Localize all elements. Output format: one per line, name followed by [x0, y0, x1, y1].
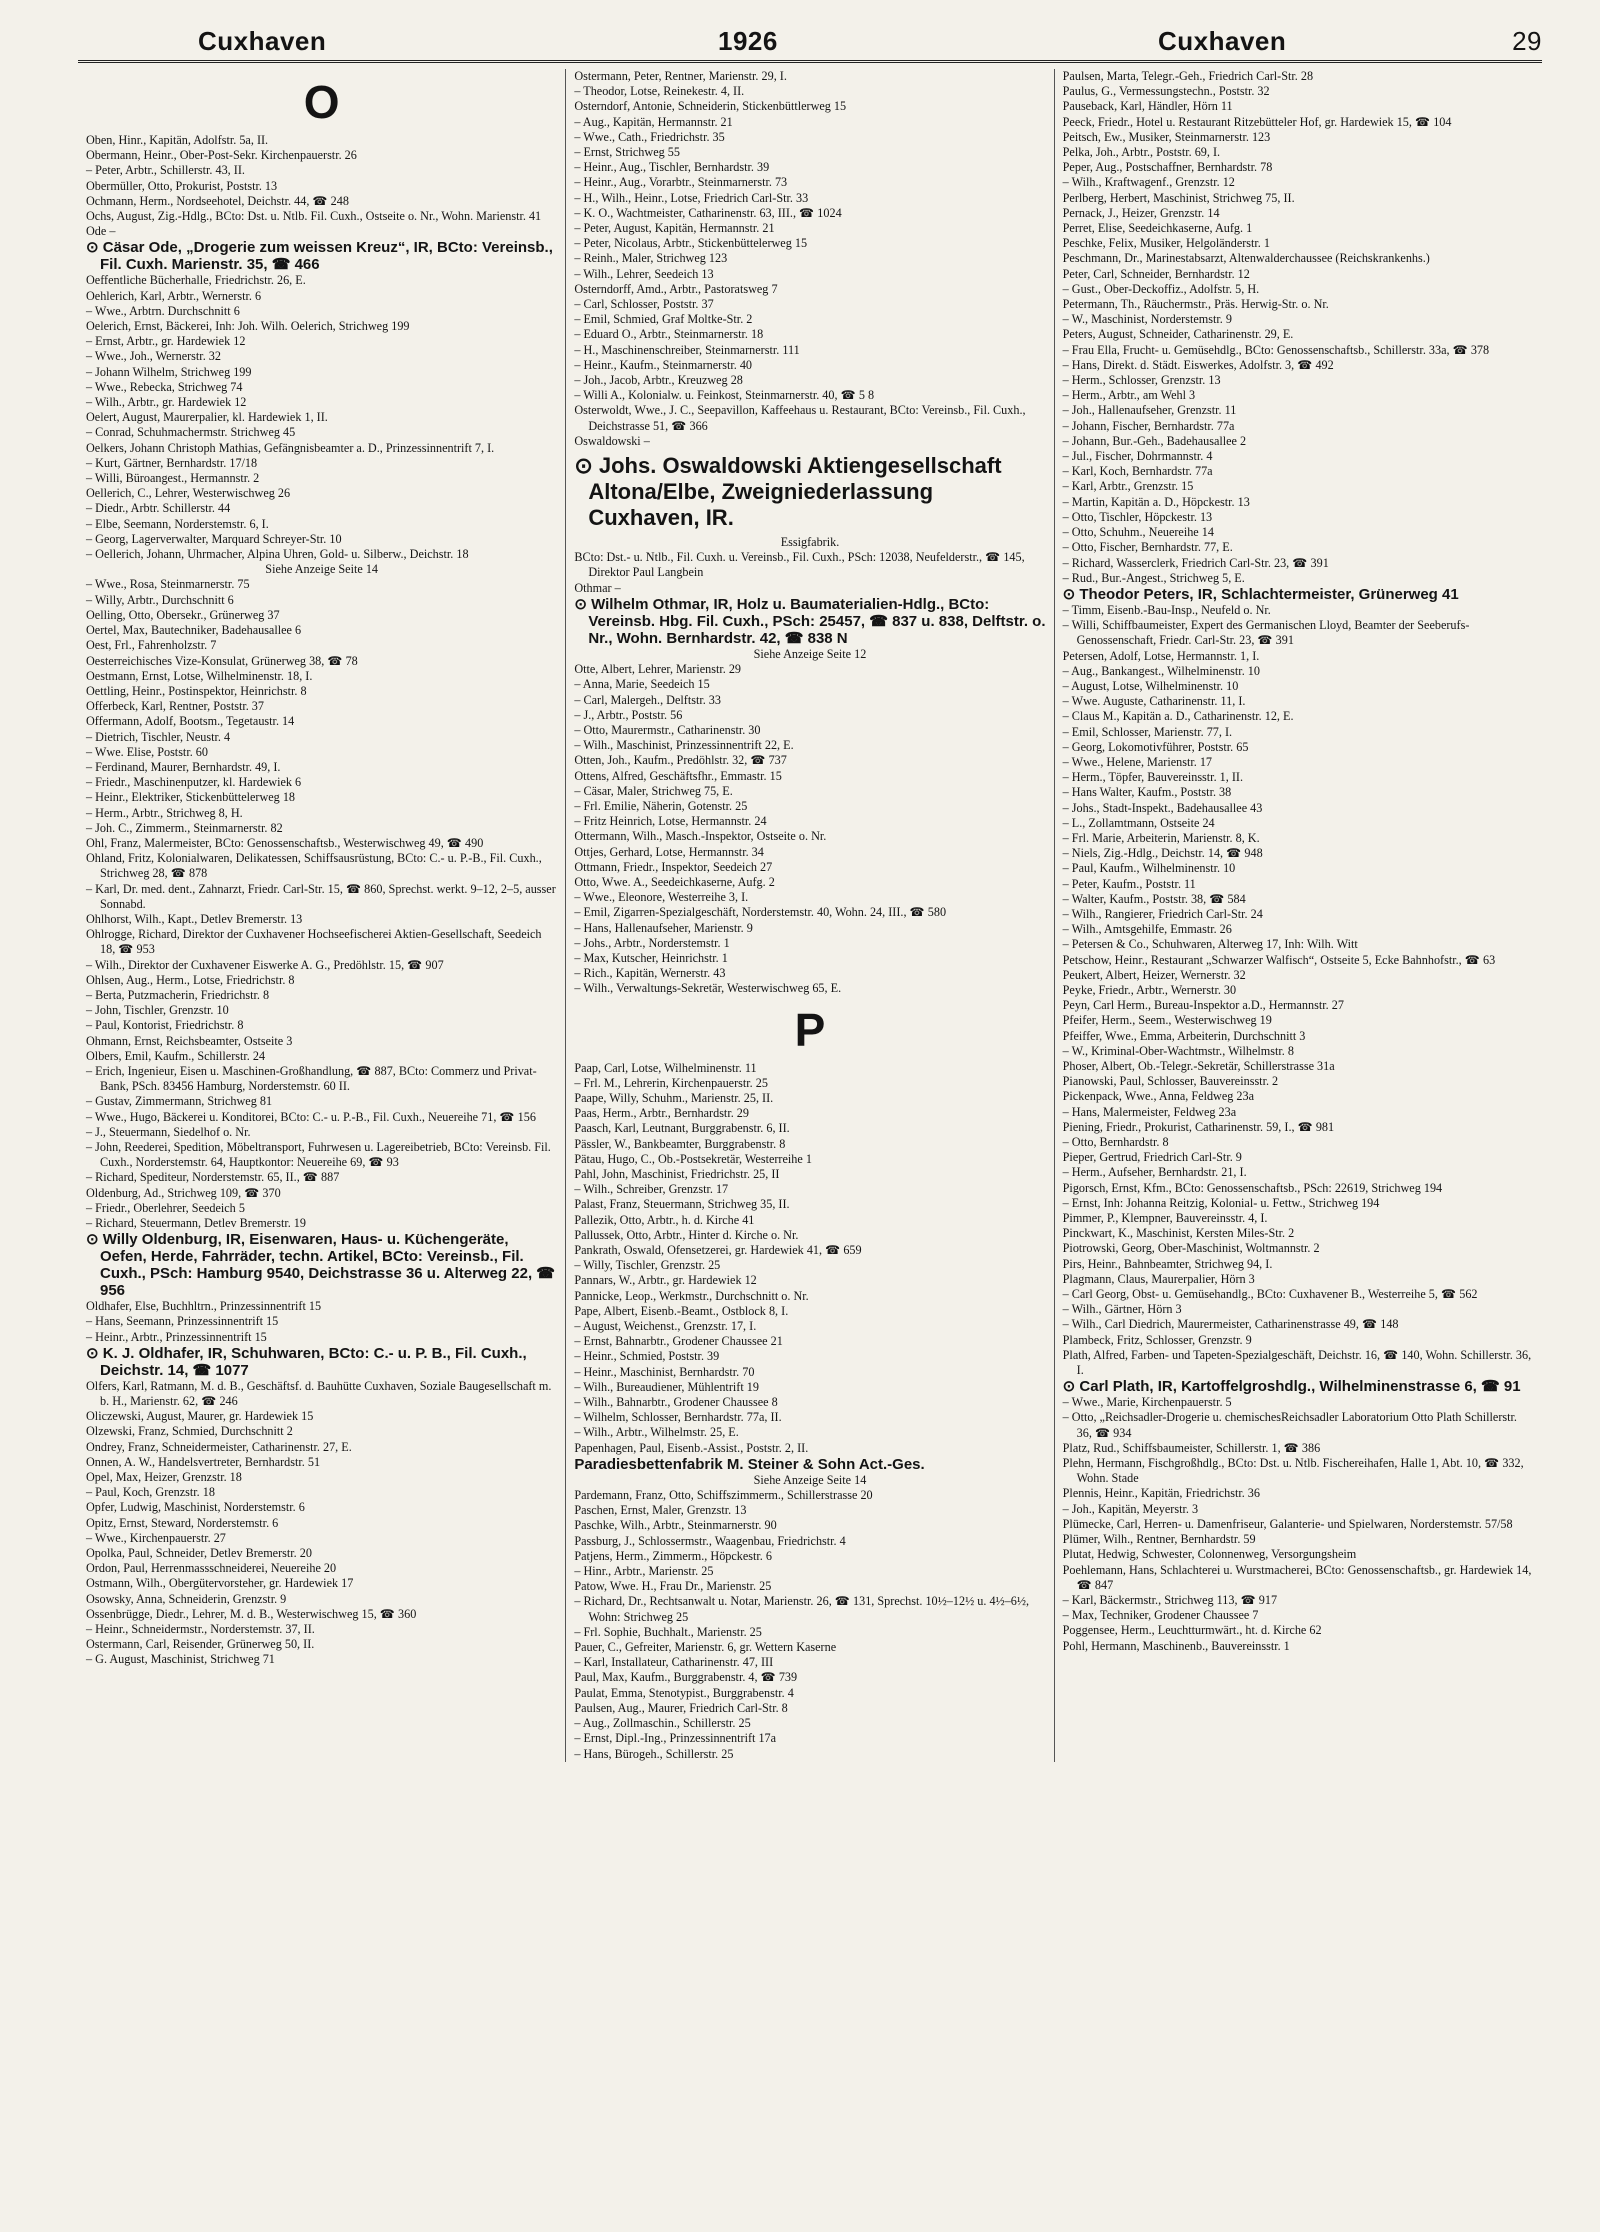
directory-entry: – Emil, Schmied, Graf Moltke-Str. 2 — [574, 312, 753, 327]
directory-entry: Otte, Albert, Lehrer, Marienstr. 29 — [574, 662, 742, 677]
directory-entry: – Wwe., Joh., Wernerstr. 32 — [86, 349, 221, 364]
directory-entry: Peyn, Carl Herm., Bureau-Inspektor a.D., Hermannstr. 27 — [1062, 998, 1344, 1013]
directory-entry: Peschmann, Dr., Marinestabsarzt, Altenwalderchaussee (Reichskrankenhs.) — [1062, 251, 1430, 266]
directory-entry: – Wilh., Direktor der Cuxhavener Eiswerke A. G., Predöhlstr. 15, ☎ 907 — [86, 957, 444, 972]
directory-entry: Passburg, J., Schlossermstr., Waagenbau, Friedrichstr. 4 — [574, 1533, 846, 1548]
directory-entry: – Otto, Schuhm., Neuereihe 14 — [1062, 525, 1214, 540]
directory-entry: – Wilh., Gärtner, Hörn 3 — [1062, 1302, 1182, 1317]
directory-entry: – Hans, Direkt. d. Städt. Eiswerkes, Adolfstr. 3, ☎ 492 — [1062, 357, 1334, 372]
directory-entry: BCto: Dst.- u. Ntlb., Fil. Cuxh. u. Vereinsb., Fil. Cuxh., PSch: 12038, Neufelderstr., ☎ 145, Direktor Paul Langbein — [574, 550, 1025, 580]
directory-entry: Pape, Albert, Eisenb.-Beamt., Ostblock 8, I. — [574, 1303, 789, 1318]
directory-entry: Oben, Hinr., Kapitän, Adolfstr. 5a, II. — [86, 133, 269, 147]
directory-entry: Pauer, C., Gefreiter, Marienstr. 6, gr. Wettern Kaserne — [574, 1640, 837, 1655]
directory-entry: Ohl, Franz, Malermeister, BCto: Genossenschaftsb., Westerwischweg 49, ☎ 490 — [86, 835, 484, 850]
directory-entry: Paschke, Wilh., Arbtr., Steinmarnerstr. 90 — [574, 1518, 777, 1533]
directory-entry: – Karl, Dr. med. dent., Zahnarzt, Friedr. Carl-Str. 15, ☎ 860, Sprechst. werkt. 9–12, 2–5, ausser Sonnabd. — [86, 881, 556, 911]
directory-entry: Plutat, Hedwig, Schwester, Colonnenweg, Versorgungsheim — [1062, 1547, 1357, 1562]
directory-entry: Pätau, Hugo, C., Ob.-Postsekretär, Westerreihe 1 — [574, 1151, 812, 1166]
page-header — [78, 26, 1542, 63]
directory-entry: Peukert, Albert, Heizer, Wernerstr. 32 — [1062, 967, 1246, 982]
directory-entry: – G. August, Maschinist, Strichweg 71 — [86, 1652, 275, 1667]
directory-entry: Petschow, Heinr., Restaurant „Schwarzer Walfisch“, Ostseite 5, Ecke Bahnhofstr., ☎ 63 — [1062, 952, 1496, 967]
directory-entry: – J., Steuermann, Siedelhof o. Nr. — [86, 1124, 251, 1139]
directory-entry: Peitsch, Ew., Musiker, Steinmarnerstr. 123 — [1062, 129, 1271, 144]
directory-entry: – Wilh., Bahnarbtr., Grodener Chaussee 8 — [574, 1395, 778, 1410]
directory-entry: – Wilh., Verwaltungs-Sekretär, Westerwischweg 65, E. — [574, 981, 842, 996]
directory-entry: Pimmer, P., Klempner, Bauvereinsstr. 4, I. — [1062, 1211, 1268, 1226]
directory-entry: – Willy, Arbtr., Durchschnitt 6 — [86, 592, 234, 607]
directory-entry: Pigorsch, Ernst, Kfm., BCto: Genossenschaftsb., PSch: 22619, Strichweg 194 — [1062, 1180, 1443, 1195]
directory-entry: – Herm., Schlosser, Grenzstr. 13 — [1062, 373, 1221, 388]
directory-entry: – Oellerich, Johann, Uhrmacher, Alpina Uhren, Gold- u. Silberw., Deichstr. 18 — [86, 547, 469, 562]
directory-entry: – K. O., Wachtmeister, Catharinenstr. 63, III., ☎ 1024 — [574, 205, 842, 220]
directory-entry: – Heinr., Elektriker, Stickenbüttelerweg 18 — [86, 790, 296, 805]
directory-entry: – Aug., Bankangest., Wilhelminenstr. 10 — [1062, 663, 1260, 678]
directory-entry: Pannars, W., Arbtr., gr. Hardewiek 12 — [574, 1273, 757, 1288]
directory-entry: Plambeck, Fritz, Schlosser, Grenzstr. 9 — [1062, 1332, 1252, 1347]
directory-entry: – Otto, Fischer, Bernhardstr. 77, E. — [1062, 540, 1233, 555]
directory-entry: – Johs., Stadt-Inspekt., Badehausallee 43 — [1062, 800, 1263, 815]
directory-entry: – Peter, Arbtr., Schillerstr. 43, II. — [86, 163, 245, 178]
directory-entry: – Frl. Emilie, Näherin, Gotenstr. 25 — [574, 798, 748, 813]
directory-entry: – Theodor, Lotse, Reinekestr. 4, II. — [574, 84, 745, 99]
directory-entry: Ohlsen, Aug., Herm., Lotse, Friedrichstr. 8 — [86, 972, 295, 987]
header-city-left: Cuxhaven — [198, 26, 327, 56]
directory-entry: Papenhagen, Paul, Eisenb.-Assist., Poststr. 2, II. — [574, 1440, 809, 1455]
directory-entry: – Johs., Arbtr., Norderstemstr. 1 — [574, 935, 730, 950]
directory-entry: Olzewski, Franz, Schmied, Durchschnitt 2 — [86, 1424, 293, 1439]
directory-entry: Ohmann, Ernst, Reichsbeamter, Ostseite 3 — [86, 1033, 293, 1048]
directory-entry: – Wwe., Marie, Kirchenpauerstr. 5 — [1062, 1395, 1232, 1410]
directory-entry: Pauseback, Karl, Händler, Hörn 11 — [1062, 99, 1233, 114]
advertisement-entry: ⊙ Theodor Peters, IR, Schlachtermeister, Grünerweg 41 — [1062, 585, 1459, 603]
page-number: 29 — [1512, 26, 1542, 56]
directory-entry: – Wilh., Maschinist, Prinzessinnentrift 22, E. — [574, 738, 794, 753]
directory-entry: Oelert, August, Maurerpalier, kl. Hardewiek 1, II. — [86, 410, 328, 425]
directory-entry: – Elbe, Seemann, Norderstemstr. 6, I. — [86, 516, 269, 531]
directory-entry: Paulsen, Marta, Telegr.-Geh., Friedrich Carl-Str. 28 — [1062, 69, 1314, 83]
directory-entry: – Richard, Wasserclerk, Friedrich Carl-Str. 23, ☎ 391 — [1062, 555, 1329, 570]
directory-entry: – August, Weichenst., Grenzstr. 17, I. — [574, 1319, 757, 1334]
directory-entry: Paasch, Karl, Leutnant, Burggrabenstr. 6, II. — [574, 1121, 790, 1136]
directory-entry: Ottjes, Gerhard, Lotse, Hermannstr. 34 — [574, 844, 764, 859]
directory-entry: – Wilh., Bureaudiener, Mühlentrift 19 — [574, 1379, 759, 1394]
directory-entry: Poggensee, Herm., Leuchtturmwärt., ht. d. Kirche 62 — [1062, 1623, 1322, 1638]
directory-entry: – W., Kriminal-Ober-Wachtmstr., Wilhelmstr. 8 — [1062, 1043, 1294, 1058]
column-1 — [78, 69, 566, 1762]
directory-entry: – Herm., Arbtr., Strichweg 8, H. — [86, 805, 243, 820]
directory-entry: – Georg, Lagerverwalter, Marquard Schreyer-Str. 10 — [86, 531, 342, 546]
directory-entry: – Wwe., Rebecka, Strichweg 74 — [86, 379, 243, 394]
directory-entry: Peter, Carl, Schneider, Bernhardstr. 12 — [1062, 266, 1250, 281]
section-letter: O — [303, 76, 340, 128]
directory-entry: – Otto, Maurermstr., Catharinenstr. 30 — [574, 722, 761, 737]
directory-entry: Oesterreichisches Vize-Konsulat, Grünerweg 38, ☎ 78 — [86, 653, 358, 668]
directory-entry: – Hans, Seemann, Prinzessinnentrift 15 — [86, 1314, 279, 1329]
advertisement-entry: ⊙ Carl Plath, IR, Kartoffelgroshdlg., Wilhelminenstrasse 6, ☎ 91 — [1062, 1378, 1521, 1396]
directory-entry: Ochmann, Herm., Nordseehotel, Deichstr. 44, ☎ 248 — [86, 193, 349, 208]
directory-entry: – Willi A., Kolonialw. u. Feinkost, Steinmarnerstr. 40, ☎ 5 8 — [574, 388, 875, 403]
directory-entry: Oettling, Heinr., Postinspektor, Heinrichstr. 8 — [86, 683, 307, 698]
directory-entry: – Kurt, Gärtner, Bernhardstr. 17/18 — [86, 455, 258, 470]
advertisement-entry: ⊙ Wilhelm Othmar, IR, Holz u. Baumaterialien-Hdlg., BCto: Vereinsb. Hbg. Fil. Cuxh., PSch: 25457, ☎ 837 u. 838, Delftstr. o. Nr., Wohn. Bernhardstr. 42, ☎ 838 N — [574, 595, 1046, 647]
directory-entry: – Erich, Ingenieur, Eisen u. Maschinen-Großhandlung, ☎ 887, BCto: Commerz und Privat-Bank, PSch. 83456 Hamburg, Norderstemstr. 60 II. — [86, 1063, 537, 1094]
directory-entry: Oliczewski, August, Maurer, gr. Hardewiek 15 — [86, 1409, 314, 1424]
directory-entry: – Claus M., Kapitän a. D., Catharinenstr. 12, E. — [1062, 709, 1294, 724]
directory-entry: Oertel, Max, Bautechniker, Badehausallee 6 — [86, 623, 302, 638]
directory-entry: Paulsen, Aug., Maurer, Friedrich Carl-Str. 8 — [574, 1700, 788, 1715]
directory-entry: – Richard, Spediteur, Norderstemstr. 65, II., ☎ 887 — [86, 1170, 340, 1185]
directory-entry: Plath, Alfred, Farben- und Tapeten-Spezialgeschäft, Deichstr. 16, ☎ 140, Wohn. Schillerstr. 36, I. — [1062, 1347, 1532, 1378]
directory-entry: – Paul, Kaufm., Wilhelminenstr. 10 — [1062, 861, 1236, 876]
advertisement-entry: ⊙ Johs. Oswaldowski Aktiengesellschaft Altona/Elbe, Zweigniederlassung Cuxhaven, IR. — [574, 453, 1002, 531]
directory-entry: – Ernst, Arbtr., gr. Hardewiek 12 — [86, 334, 246, 349]
directory-entry: – Ernst, Dipl.-Ing., Prinzessinnentrift 17a — [574, 1731, 777, 1746]
directory-entry: – Frl. M., Lehrerin, Kirchenpauerstr. 25 — [574, 1075, 768, 1090]
directory-entry: Ohlhorst, Wilh., Kapt., Detlev Bremerstr. 13 — [86, 911, 303, 926]
directory-entry: – Friedr., Maschinenputzer, kl. Hardewiek 6 — [86, 775, 302, 790]
section-letter: P — [794, 1003, 826, 1056]
directory-entry: Peschke, Felix, Musiker, Helgoländerstr. 1 — [1062, 236, 1270, 251]
directory-entry: Osterndorf, Antonie, Schneiderin, Stickenbüttlerweg 15 — [574, 99, 847, 114]
directory-entry: – Joh., Kapitän, Meyerstr. 3 — [1062, 1501, 1199, 1516]
directory-entry: Paulus, G., Vermessungstechn., Poststr. 32 — [1062, 84, 1270, 99]
directory-entry: – Cäsar, Maler, Strichweg 75, E. — [574, 783, 733, 798]
directory-entry: – Wwe., Eleonore, Westerreihe 3, I. — [574, 890, 749, 905]
directory-entry: Ottens, Alfred, Geschäftsfhr., Emmastr. 15 — [574, 768, 782, 783]
directory-entry: Essigfabrik. — [780, 535, 840, 550]
advertisement-entry: ⊙ Willy Oldenburg, IR, Eisenwaren, Haus- u. Küchengeräte, Oefen, Herde, Fahrräder, techn. Artikel, BCto: Vereinsb., Fil. Cuxh., PSch: Hamburg 9540, Deichstrasse 36 u. Alterweg 22, ☎ 956 — [86, 1231, 555, 1300]
directory-entry: – Paul, Koch, Grenzstr. 18 — [86, 1485, 215, 1500]
directory-entry: – Heinr., Schmied, Poststr. 39 — [574, 1349, 720, 1364]
directory-entry: – Emil, Schlosser, Marienstr. 77, I. — [1062, 724, 1233, 739]
directory-entry: Palast, Franz, Steuermann, Strichweg 35, II. — [574, 1197, 790, 1212]
directory-entry: Peeck, Friedr., Hotel u. Restaurant Ritzebütteler Hof, gr. Hardewiek 15, ☎ 104 — [1062, 114, 1452, 129]
directory-entry: Oelling, Otto, Obersekr., Grünerweg 37 — [86, 607, 280, 622]
directory-entry: – Hinr., Arbtr., Marienstr. 25 — [574, 1564, 714, 1579]
directory-entry: – L., Zollamtmann, Ostseite 24 — [1062, 815, 1215, 830]
directory-entry: – John, Tischler, Grenzstr. 10 — [86, 1003, 229, 1018]
directory-entry: Pickenpack, Wwe., Anna, Feldweg 23a — [1062, 1089, 1254, 1104]
directory-entry: Peyke, Friedr., Arbtr., Wernerstr. 30 — [1062, 982, 1237, 997]
directory-entry: – Rich., Kapitän, Wernerstr. 43 — [574, 966, 726, 981]
directory-entry: – H., Maschinenschreiber, Steinmarnerstr. 111 — [574, 342, 800, 357]
directory-entry: – Wilh., Arbtr., gr. Hardewiek 12 — [86, 395, 247, 410]
directory-entry: – Eduard O., Arbtr., Steinmarnerstr. 18 — [574, 327, 764, 342]
directory-entry: – Heinr., Schneidermstr., Norderstemstr. 37, II. — [86, 1622, 315, 1637]
directory-entry: Ondrey, Franz, Schneidermeister, Catharinenstr. 27, E. — [86, 1439, 352, 1454]
directory-entry: – Carl, Schlosser, Poststr. 37 — [574, 297, 714, 312]
directory-entry: Ostermann, Carl, Reisender, Grünerweg 50, II. — [86, 1637, 315, 1652]
directory-entry: Opitz, Ernst, Steward, Norderstemstr. 6 — [86, 1515, 279, 1530]
directory-entry: – Hans, Bürogeh., Schillerstr. 25 — [574, 1746, 734, 1761]
directory-entry: – Aug., Kapitän, Hermannstr. 21 — [574, 114, 733, 129]
directory-entry: Osowsky, Anna, Schneiderin, Grenzstr. 9 — [86, 1591, 287, 1606]
directory-entry: – Berta, Putzmacherin, Friedrichstr. 8 — [86, 987, 270, 1002]
directory-entry: Onnen, A. W., Handelsvertreter, Bernhardstr. 51 — [86, 1454, 321, 1469]
directory-entry: – Joh., Hallenaufseher, Grenzstr. 11 — [1062, 403, 1237, 418]
directory-entry: – Heinr., Kaufm., Steinmarnerstr. 40 — [574, 357, 753, 372]
directory-entry: – Herm., Aufseher, Bernhardstr. 21, I. — [1062, 1165, 1247, 1180]
directory-entry: – Wwe., Arbtrn. Durchschnitt 6 — [86, 303, 240, 318]
directory-entry: Oldenburg, Ad., Strichweg 109, ☎ 370 — [86, 1185, 281, 1200]
directory-entry: – Friedr., Oberlehrer, Seedeich 5 — [86, 1200, 245, 1215]
directory-entry: – Hans, Hallenaufseher, Marienstr. 9 — [574, 920, 753, 935]
directory-entry: – Peter, Nicolaus, Arbtr., Stickenbüttelerweg 15 — [574, 236, 808, 251]
directory-entry: Plehn, Hermann, Fischgroßhdlg., BCto: Dst. u. Ntlb. Fischereihafen, Halle 1, Abt. 10, ☎ 332, Wohn. Stade — [1062, 1456, 1524, 1486]
directory-entry: – Heinr., Maschinist, Bernhardstr. 70 — [574, 1364, 755, 1379]
directory-entry: – Wwe., Hugo, Bäckerei u. Konditorei, BCto: C.- u. P.-B., Fil. Cuxh., Neuereihe 71, ☎ 156 — [86, 1109, 536, 1124]
directory-entry: Oswaldowski – — [574, 433, 650, 448]
directory-entry: Pardemann, Franz, Otto, Schiffszimmerm., Schillerstrasse 20 — [574, 1488, 873, 1503]
directory-entry: – Rud., Bur.-Angest., Strichweg 5, E. — [1062, 570, 1245, 585]
directory-entry: Oelkers, Johann Christoph Mathias, Gefängnisbeamter a. D., Prinzessinnentrift 7, I. — [86, 440, 495, 455]
directory-entry: Plümecke, Carl, Herren- u. Damenfriseur, Galanterie- und Spielwaren, Norderstemstr. 57/58 — [1062, 1516, 1513, 1531]
directory-entry: – Karl, Koch, Bernhardstr. 77a — [1062, 464, 1213, 479]
directory-entry: Otto, Wwe. A., Seedeichkaserne, Aufg. 2 — [574, 874, 775, 889]
directory-entry: – Karl, Bäckermstr., Strichweg 113, ☎ 917 — [1062, 1592, 1278, 1607]
directory-entry: Siehe Anzeige Seite 12 — [753, 646, 867, 661]
directory-entry: Pannicke, Leop., Werkmstr., Durchschnitt o. Nr. — [574, 1288, 809, 1303]
directory-entry: Siehe Anzeige Seite 14 — [753, 1472, 867, 1487]
directory-entry: – Carl Georg, Obst- u. Gemüsehandlg., BCto: Cuxhavener B., Westerreihe 5, ☎ 562 — [1062, 1287, 1478, 1302]
directory-entry: – Paul, Kontorist, Friedrichstr. 8 — [86, 1018, 244, 1033]
directory-entry: Pernack, J., Heizer, Grenzstr. 14 — [1062, 205, 1220, 220]
column-2 — [566, 69, 1054, 1762]
directory-entry: Ochs, August, Zig.-Hdlg., BCto: Dst. u. Ntlb. Fil. Cuxh., Ostseite o. Nr., Wohn. Marienstr. 41 — [86, 209, 542, 224]
directory-entry: Oeffentliche Bücherhalle, Friedrichstr. 26, E. — [86, 273, 306, 288]
directory-entry: Piening, Friedr., Prokurist, Catharinenstr. 59, I., ☎ 981 — [1062, 1119, 1335, 1134]
advertisement-entry: ⊙ Cäsar Ode, „Drogerie zum weissen Kreuz“, IR, BCto: Vereinsb., Fil. Cuxh. Marienstr. 35, ☎ 466 — [86, 239, 553, 274]
directory-entry: Ohland, Fritz, Kolonialwaren, Delikatessen, Schiffsausrüstung, BCto: C.- u. P.-B., Fil. Cuxh., Strichweg 28, ☎ 878 — [86, 851, 542, 881]
directory-entry: – August, Lotse, Wilhelminenstr. 10 — [1062, 678, 1239, 693]
directory-entry: – Niels, Zig.-Hdlg., Deichstr. 14, ☎ 948 — [1062, 846, 1263, 861]
directory-entry: Pallezik, Otto, Arbtr., h. d. Kirche 41 — [574, 1212, 755, 1227]
directory-entry: – Wwe., Rosa, Steinmarnerstr. 75 — [86, 577, 250, 592]
directory-entry: – Wilhelm, Schlosser, Bernhardstr. 77a, II. — [574, 1410, 782, 1425]
directory-entry: Phoser, Albert, Ob.-Telegr.-Sekretär, Schillerstrasse 31a — [1062, 1059, 1335, 1073]
directory-entry: Paschen, Ernst, Maler, Grenzstr. 13 — [574, 1503, 747, 1518]
directory-entry: Offermann, Adolf, Bootsm., Tegetaustr. 14 — [86, 714, 295, 729]
directory-entry: – Wwe., Cath., Friedrichstr. 35 — [574, 129, 725, 144]
directory-entry: Ordon, Paul, Herrenmassschneiderei, Neuereihe 20 — [86, 1561, 337, 1576]
directory-entry: – Wilh., Arbtr., Wilhelmstr. 25, E. — [574, 1425, 739, 1440]
directory-entry: Opfer, Ludwig, Maschinist, Norderstemstr. 6 — [86, 1500, 305, 1515]
directory-entry: – Aug., Zollmaschin., Schillerstr. 25 — [574, 1716, 751, 1731]
directory-entry: – Karl, Installateur, Catharinenstr. 47, III — [574, 1655, 774, 1670]
directory-entry: – Otto, „Reichsadler-Drogerie u. chemischesReichsadler Laboratorium Otto Plath Schillerstr. 36, ☎ 934 — [1062, 1410, 1517, 1440]
directory-entry: Ostermann, Peter, Rentner, Marienstr. 29, I. — [574, 69, 787, 83]
directory-entry: – Peter, August, Kapitän, Hermannstr. 21 — [574, 221, 775, 236]
directory-entry: Paape, Willy, Schuhm., Marienstr. 25, II. — [574, 1090, 774, 1105]
directory-entry: Piotrowski, Georg, Ober-Maschinist, Woltmannstr. 2 — [1062, 1241, 1320, 1256]
directory-entry: Opolka, Paul, Schneider, Detlev Bremerstr. 20 — [86, 1546, 312, 1561]
directory-entry: Pfeifer, Herm., Seem., Westerwischweg 19 — [1062, 1013, 1272, 1028]
directory-entry: – H., Wilh., Heinr., Lotse, Friedrich Carl-Str. 33 — [574, 190, 809, 205]
directory-entry: Oelerich, Ernst, Bäckerei, Inh: Joh. Wilh. Oelerich, Strichweg 199 — [86, 319, 410, 334]
directory-entry: Paul, Max, Kaufm., Burggrabenstr. 4, ☎ 739 — [574, 1670, 798, 1685]
directory-entry: – Frl. Marie, Arbeiterin, Marienstr. 8, K. — [1062, 830, 1260, 845]
directory-entry: – Wwe. Auguste, Catharinenstr. 11, I. — [1062, 694, 1246, 709]
directory-entry: – Johann Wilhelm, Strichweg 199 — [86, 364, 252, 379]
directory-entry: Petermann, Th., Räuchermstr., Präs. Herwig-Str. o. Nr. — [1062, 297, 1329, 312]
directory-entry: Pallussek, Otto, Arbtr., Hinter d. Kirche o. Nr. — [574, 1227, 799, 1242]
directory-entry: – Herm., Töpfer, Bauvereinsstr. 1, II. — [1062, 770, 1244, 785]
directory-entry: – Richard, Steuermann, Detlev Bremerstr. 19 — [86, 1216, 306, 1231]
directory-entry: Oestmann, Ernst, Lotse, Wilhelminenstr. 18, I. — [86, 668, 313, 683]
directory-entry: Paulat, Emma, Stenotypist., Burggrabenstr. 4 — [574, 1685, 794, 1700]
directory-entry: – Conrad, Schuhmachermstr. Strichweg 45 — [86, 425, 296, 440]
directory-entry: – Petersen & Co., Schuhwaren, Alterweg 17, Inh: Wilh. Witt — [1062, 937, 1358, 952]
directory-entry: – Otto, Tischler, Höpckestr. 13 — [1062, 509, 1213, 524]
directory-entry: Pelka, Joh., Arbtr., Poststr. 69, I. — [1062, 145, 1221, 160]
directory-entry: Perlberg, Herbert, Maschinist, Strichweg 75, II. — [1062, 190, 1295, 205]
directory-entry: Peper, Aug., Postschaffner, Bernhardstr. 78 — [1062, 160, 1273, 175]
directory-entry: Paas, Herm., Arbtr., Bernhardstr. 29 — [574, 1106, 749, 1121]
directory-entry: Pieper, Gertrud, Friedrich Carl-Str. 9 — [1062, 1150, 1242, 1165]
directory-entry: – Diedr., Arbtr. Schillerstr. 44 — [86, 501, 231, 516]
directory-entry: – Martin, Kapitän a. D., Höpckestr. 13 — [1062, 494, 1250, 509]
directory-entry: Pinckwart, K., Maschinist, Kersten Miles-Str. 2 — [1062, 1226, 1295, 1241]
directory-entry: Pohl, Hermann, Maschinenb., Bauvereinsstr. 1 — [1062, 1638, 1290, 1653]
directory-entry: Poehlemann, Hans, Schlachterei u. Wurstmacherei, BCto: Genossenschaftsb., gr. Hardewiek 14, ☎ 847 — [1062, 1562, 1532, 1592]
directory-entry: Ode – — [86, 224, 116, 239]
directory-entry: Pankrath, Oswald, Ofensetzerei, gr. Hardewiek 41, ☎ 659 — [574, 1243, 862, 1257]
advertisement-entry: ⊙ K. J. Oldhafer, IR, Schuhwaren, BCto: C.- u. P. B., Fil. Cuxh., Deichstr. 14, ☎ 1077 — [86, 1344, 527, 1379]
directory-entry: – Peter, Kaufm., Poststr. 11 — [1062, 876, 1196, 891]
directory-entry: – Frl. Sophie, Buchhalt., Marienstr. 25 — [574, 1624, 762, 1639]
directory-entry: Oldhafer, Else, Buchhltrn., Prinzessinnentrift 15 — [86, 1299, 322, 1314]
directory-entry: – Wilh., Rangierer, Friedrich Carl-Str. 24 — [1062, 906, 1263, 921]
directory-entry: Oellerich, C., Lehrer, Westerwischweg 26 — [86, 486, 291, 501]
directory-entry: Pahl, John, Maschinist, Friedrichstr. 25, II — [574, 1166, 780, 1181]
directory-entry: Ottmann, Friedr., Inspektor, Seedeich 27 — [574, 859, 773, 874]
header-year: 1926 — [718, 26, 778, 56]
directory-entry: Oehlerich, Karl, Arbtr., Wernerstr. 6 — [86, 288, 262, 303]
directory-entry: Patjens, Herm., Zimmerm., Höpckestr. 6 — [574, 1548, 772, 1563]
directory-entry: – J., Arbtr., Poststr. 56 — [574, 707, 683, 722]
directory-entry: Platz, Rud., Schiffsbaumeister, Schillerstr. 1, ☎ 386 — [1062, 1440, 1321, 1455]
directory-entry: – Willy, Tischler, Grenzstr. 25 — [574, 1258, 721, 1273]
directory-entry: – Hans, Malermeister, Feldweg 23a — [1062, 1104, 1237, 1119]
directory-entry: Pässler, W., Bankbeamter, Burggrabenstr. 8 — [574, 1136, 786, 1151]
directory-entry: Plagmann, Claus, Maurerpalier, Hörn 3 — [1062, 1271, 1255, 1286]
directory-entry: – Anna, Marie, Seedeich 15 — [574, 677, 710, 692]
directory-entry: Ostmann, Wilh., Obergütervorsteher, gr. Hardewiek 17 — [86, 1576, 354, 1591]
directory-entry: – Georg, Lokomotivführer, Poststr. 65 — [1062, 739, 1249, 754]
directory-entry: – Carl, Malergeh., Delftstr. 33 — [574, 692, 721, 707]
directory-entry: Patow, Wwe. H., Frau Dr., Marienstr. 25 — [574, 1579, 772, 1594]
directory-columns — [78, 69, 1542, 1762]
directory-entry: Otten, Joh., Kaufm., Predöhlstr. 32, ☎ 737 — [574, 753, 787, 768]
directory-entry: – Gust., Ober-Deckoffiz., Adolfstr. 5, H. — [1062, 281, 1260, 296]
directory-entry: – Heinr., Aug., Vorarbtr., Steinmarnerstr. 73 — [574, 175, 788, 190]
directory-entry: Olfers, Karl, Ratmann, M. d. B., Geschäftsf. d. Bauhütte Cuxhaven, Soziale Baugesellschaft m. b. H., Marienstr. 62, ☎ 246 — [86, 1378, 552, 1409]
directory-entry: Plümer, Wilh., Rentner, Bernhardstr. 59 — [1062, 1532, 1256, 1547]
directory-entry: Ossenbrügge, Diedr., Lehrer, M. d. B., Westerwischweg 15, ☎ 360 — [86, 1606, 417, 1621]
directory-entry: Ohlrogge, Richard, Direktor der Cuxhavener Hochseefischerei Aktien-Gesellschaft, Seedeich 18, ☎ 953 — [86, 927, 542, 957]
directory-entry: – Johann, Fischer, Bernhardstr. 77a — [1062, 418, 1235, 433]
directory-entry: – Ernst, Strichweg 55 — [574, 145, 680, 160]
directory-entry: – Wwe., Helene, Marienstr. 17 — [1062, 754, 1213, 769]
directory-entry: – Fritz Heinrich, Lotse, Hermannstr. 24 — [574, 814, 767, 829]
directory-entry: Plennis, Heinr., Kapitän, Friedrichstr. 36 — [1062, 1486, 1260, 1501]
directory-entry: – Willi, Büroangest., Hermannstr. 2 — [86, 471, 260, 486]
directory-entry: Obermann, Heinr., Ober-Post-Sekr. Kirchenpauerstr. 26 — [86, 148, 357, 163]
directory-entry: – Ernst, Inh: Johanna Reitzig, Kolonial- u. Fettw., Strichweg 194 — [1062, 1195, 1380, 1210]
directory-entry: Pianowski, Paul, Schlosser, Bauvereinsstr. 2 — [1062, 1074, 1279, 1089]
directory-entry: – John, Reederei, Spedition, Möbeltransport, Fuhrwesen u. Lagereibetrieb, BCto: Vereinsb. Fil. Cuxh., Norderstemstr. 64, Hauptkontor: Neuereihe 69, ☎ 93 — [86, 1140, 551, 1170]
directory-entry: Peters, August, Schneider, Catharinenstr. 29, E. — [1062, 327, 1294, 342]
directory-entry: – Emil, Zigarren-Spezialgeschäft, Norderstemstr. 40, Wohn. 24, III., ☎ 580 — [574, 905, 947, 920]
directory-entry: Perret, Elise, Seedeichkaserne, Aufg. 1 — [1062, 221, 1253, 236]
directory-entry: – Joh. C., Zimmerm., Steinmarnerstr. 82 — [86, 820, 283, 835]
directory-entry: – Johann, Bur.-Geh., Badehausallee 2 — [1062, 433, 1247, 448]
directory-entry: Obermüller, Otto, Prokurist, Poststr. 13 — [86, 178, 278, 193]
directory-entry: Osterwoldt, Wwe., J. C., Seepavillon, Kaffeehaus u. Restaurant, BCto: Vereinsb., Fil. Cuxh., Deichstrasse 51, ☎ 366 — [574, 403, 1026, 433]
directory-entry: Siehe Anzeige Seite 14 — [265, 562, 379, 577]
directory-entry: – Ferdinand, Maurer, Bernhardstr. 49, I. — [86, 759, 281, 774]
directory-entry: – Dietrich, Tischler, Neustr. 4 — [86, 729, 231, 744]
directory-entry: – Wilh., Amtsgehilfe, Emmastr. 26 — [1062, 922, 1232, 937]
directory-entry: – Ernst, Bahnarbtr., Grodener Chaussee 21 — [574, 1334, 783, 1349]
directory-entry: – Karl, Arbtr., Grenzstr. 15 — [1062, 479, 1194, 494]
directory-entry: – Frau Ella, Frucht- u. Gemüsehdlg., BCto: Genossenschaftsb., Schillerstr. 33a, ☎ 378 — [1062, 342, 1490, 357]
directory-entry: – Reinh., Maler, Strichweg 123 — [574, 251, 728, 266]
directory-entry: Pfeiffer, Wwe., Emma, Arbeiterin, Durchschnitt 3 — [1062, 1028, 1306, 1043]
directory-entry: – Heinr., Arbtr., Prinzessinnentrift 15 — [86, 1329, 267, 1344]
directory-entry: Ottermann, Wilh., Masch.-Inspektor, Ostseite o. Nr. — [574, 829, 827, 844]
directory-entry: – Wilh., Schreiber, Grenzstr. 17 — [574, 1182, 729, 1197]
column-3 — [1055, 69, 1542, 1762]
directory-entry: – Willi, Schiffbaumeister, Expert des Germanischen Lloyd, Beamter der Seeberufs-Genossenschaft, Friedr. Carl-Str. 23, ☎ 391 — [1062, 618, 1470, 648]
directory-entry: – Herm., Arbtr., am Wehl 3 — [1062, 388, 1196, 403]
directory-entry: – Walter, Kaufm., Poststr. 38, ☎ 584 — [1062, 891, 1246, 906]
directory-entry: – Hans Walter, Kaufm., Poststr. 38 — [1062, 785, 1232, 800]
directory-entry: – Jul., Fischer, Dohrmannstr. 4 — [1062, 449, 1213, 464]
directory-entry: – Joh., Jacob, Arbtr., Kreuzweg 28 — [574, 373, 743, 388]
directory-entry: Olbers, Emil, Kaufm., Schillerstr. 24 — [86, 1048, 266, 1063]
directory-entry: Pirs, Heinr., Bahnbeamter, Strichweg 94, I. — [1062, 1256, 1273, 1271]
directory-entry: – Otto, Bernhardstr. 8 — [1062, 1135, 1169, 1150]
directory-entry: Oest, Frl., Fahrenholzstr. 7 — [86, 638, 217, 653]
directory-entry: Osterndorff, Amd., Arbtr., Pastoratsweg 7 — [574, 281, 778, 296]
directory-entry: – Timm, Eisenb.-Bau-Insp., Neufeld o. Nr. — [1062, 602, 1271, 617]
directory-entry: Petersen, Adolf, Lotse, Hermannstr. 1, I. — [1062, 648, 1260, 663]
directory-entry: Paap, Carl, Lotse, Wilhelminenstr. 11 — [574, 1060, 757, 1075]
directory-entry: Opel, Max, Heizer, Grenzstr. 18 — [86, 1470, 242, 1485]
directory-entry: – Max, Techniker, Grodener Chaussee 7 — [1062, 1608, 1259, 1623]
directory-entry: Offerbeck, Karl, Rentner, Poststr. 37 — [86, 699, 264, 714]
directory-entry: – Wilh., Carl Diedrich, Maurermeister, Catharinenstrasse 49, ☎ 148 — [1062, 1317, 1399, 1332]
directory-entry: Othmar – — [574, 580, 621, 595]
directory-entry: – Wwe., Kirchenpauerstr. 27 — [86, 1530, 226, 1545]
advertisement-entry: Paradiesbettenfabrik M. Steiner & Sohn Act.-Ges. — [574, 1455, 925, 1473]
header-city-right: Cuxhaven — [1158, 26, 1287, 56]
directory-entry: – Wilh., Kraftwagenf., Grenzstr. 12 — [1062, 175, 1235, 190]
directory-entry: – Richard, Dr., Rechtsanwalt u. Notar, Marienstr. 26, ☎ 131, Sprechst. 10½–12½ u. 4½–6½, Wohn: Strichweg 25 — [574, 1594, 1030, 1624]
directory-entry: – Max, Kutscher, Heinrichstr. 1 — [574, 950, 728, 965]
directory-entry: – Heinr., Aug., Tischler, Bernhardstr. 39 — [574, 160, 770, 175]
directory-entry: – Wilh., Lehrer, Seedeich 13 — [574, 266, 714, 281]
directory-entry: – W., Maschinist, Norderstemstr. 9 — [1062, 312, 1232, 327]
directory-entry: – Gustav, Zimmermann, Strichweg 81 — [86, 1094, 273, 1109]
directory-entry: – Wwe. Elise, Poststr. 60 — [86, 744, 208, 759]
